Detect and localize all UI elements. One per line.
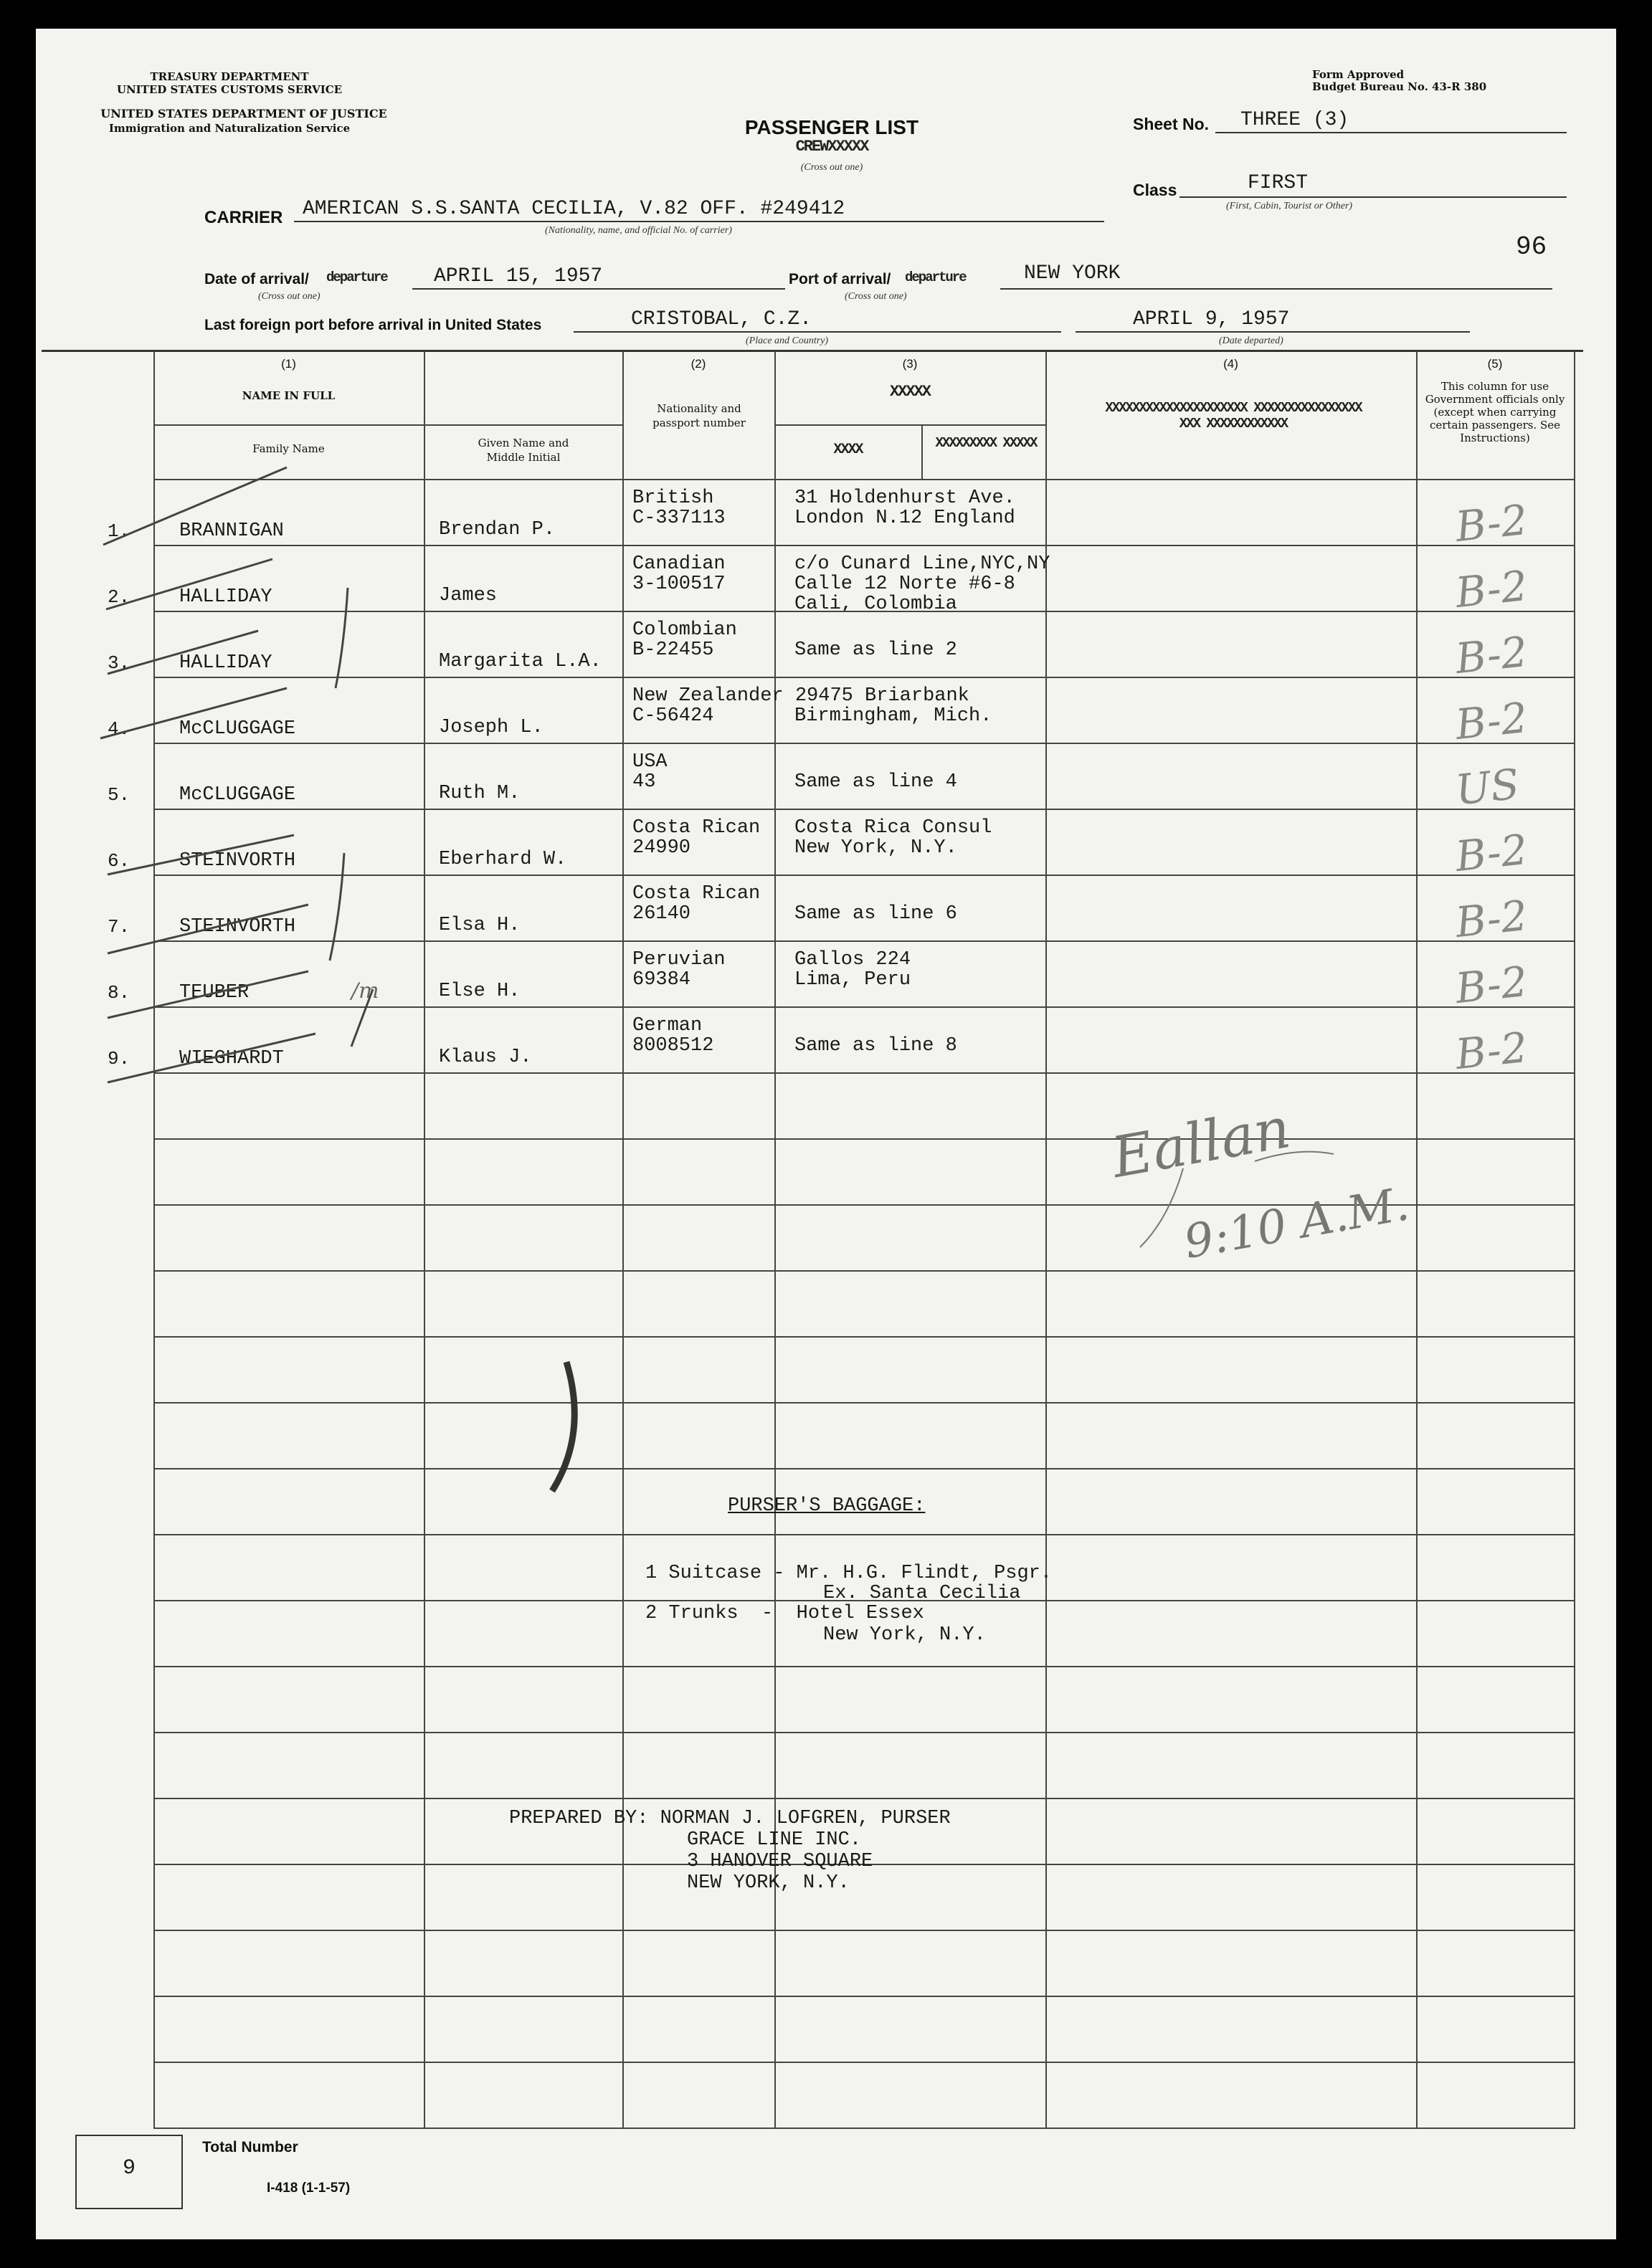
nationality: Peruvian — [632, 949, 726, 971]
nationality: British — [632, 487, 714, 509]
nationality: Costa Rican — [632, 817, 761, 839]
given-name: Eberhard W. — [439, 849, 567, 870]
port-crossed: departure — [905, 270, 966, 285]
address-line-2: London N.12 England — [794, 508, 1015, 529]
official-mark: B-2 — [1453, 956, 1530, 1014]
page-title: PASSENGER LIST — [744, 116, 919, 138]
prepared-line-3: 3 HANOVER SQUARE — [687, 1851, 873, 1872]
port-value: NEW YORK — [1024, 262, 1121, 285]
address-line-2: Same as line 4 — [794, 771, 957, 793]
passport-number: 24990 — [632, 837, 691, 859]
family-name: HALLIDAY — [179, 652, 272, 674]
port-label: Port of arrival/ — [789, 271, 891, 287]
customs-service: UNITED STATES CUSTOMS SERVICE — [116, 83, 343, 96]
address-line-3: Cali, Colombia — [794, 594, 957, 615]
crossed-word: CREWXXXXX — [795, 138, 868, 156]
nationality: New Zealander 29475 Briarbank — [632, 685, 969, 707]
nationality: Colombian — [632, 619, 737, 641]
justice-dept: UNITED STATES DEPARTMENT OF JUSTICE — [100, 107, 387, 120]
row-number: 1. — [108, 520, 130, 542]
prepared-line-1: PREPARED BY: NORMAN J. LOFGREN, PURSER — [509, 1808, 951, 1829]
address-line-2: New York, N.Y. — [794, 837, 957, 859]
row-number: 2. — [108, 586, 130, 608]
form-number: I-418 (1-1-57) — [267, 2181, 351, 2196]
handwritten-note-1: Eallan — [1107, 1095, 1295, 1191]
given-name-header: Given Name and Middle Initial — [478, 437, 569, 464]
sheet-label: Sheet No. — [1133, 115, 1210, 133]
official-mark: B-2 — [1453, 495, 1530, 552]
treasury-dept: TREASURY DEPARTMENT — [150, 70, 309, 83]
col3b-crossed: XXXXXXXXX XXXXX — [935, 435, 1037, 451]
official-mark: B-2 — [1453, 561, 1530, 618]
last-port-label: Last foreign port before arrival in United States — [204, 317, 542, 333]
passport-number: 43 — [632, 771, 656, 793]
official-mark: B-2 — [1453, 890, 1530, 948]
address-line-1: Costa Rica Consul — [794, 817, 992, 839]
budget-bureau: Budget Bureau No. 43-R 380 — [1312, 80, 1487, 93]
col4-crossed: XXXXXXXXXXXXXXXXXXXXX XXXXXXXXXXXXXXXXXXX XXXXXXXXXXXX — [1105, 400, 1362, 432]
passport-number: C-56424 — [632, 705, 714, 727]
carrier-value: AMERICAN S.S.SANTA CECILIA, V.82 OFF. #249412 — [303, 198, 845, 220]
place-hint: (Place and Country) — [746, 335, 829, 346]
col1-number: (1) — [281, 357, 296, 371]
cross-out-hint: (Cross out one) — [800, 162, 863, 173]
passport-number: B-22455 — [632, 639, 714, 661]
given-name: James — [439, 585, 498, 606]
arrival-value: APRIL 15, 1957 — [434, 265, 603, 287]
family-name: HALLIDAY — [179, 586, 272, 608]
date-departed-value: APRIL 9, 1957 — [1133, 308, 1290, 330]
address-line-2: Calle 12 Norte #6-8 — [794, 573, 1015, 595]
row-number: 7. — [108, 916, 130, 938]
passenger-list-form — [36, 29, 1616, 2239]
col2-number: (2) — [690, 357, 706, 371]
date-departed-hint: (Date departed) — [1219, 335, 1283, 346]
given-name: Brendan P. — [439, 519, 556, 540]
family-name: TEUBER — [179, 982, 250, 1004]
arrival-cross-hint: (Cross out one) — [258, 291, 321, 302]
row-number: 8. — [108, 982, 130, 1004]
address-line-2: Same as line 6 — [794, 903, 957, 925]
class-hint: (First, Cabin, Tourist or Other) — [1226, 201, 1353, 211]
row-number: 4. — [108, 718, 130, 740]
prepared-line-4: NEW YORK, N.Y. — [687, 1872, 850, 1894]
nationality: German — [632, 1015, 703, 1037]
given-name: Else H. — [439, 981, 521, 1002]
ins-service: Immigration and Naturalization Service — [108, 122, 351, 135]
row-number: 3. — [108, 652, 130, 674]
address-line-2: Same as line 2 — [794, 639, 957, 661]
official-mark: B-2 — [1453, 1022, 1530, 1080]
col4-number: (4) — [1223, 357, 1238, 371]
address-line-2: Same as line 8 — [794, 1035, 957, 1057]
pen-strokes — [36, 29, 1616, 2239]
total-number-value: 9 — [122, 2156, 136, 2181]
col3a-crossed: XXXX — [833, 442, 863, 458]
address-line-2: Lima, Peru — [794, 969, 911, 991]
nationality: Canadian — [632, 553, 726, 575]
row-number: 9. — [108, 1048, 130, 1069]
family-name: STEINVORTH — [179, 850, 296, 872]
page-number: 96 — [1516, 232, 1547, 262]
col2-title: Nationality and passport number — [652, 402, 746, 429]
arrival-label: Date of arrival/ — [204, 271, 309, 287]
total-number-label: Total Number — [202, 2139, 298, 2155]
passport-number: 69384 — [632, 969, 691, 991]
baggage-line-4: New York, N.Y. — [823, 1624, 986, 1646]
baggage-line-2: Ex. Santa Cecilia — [823, 1583, 1021, 1604]
passport-number: 8008512 — [632, 1035, 714, 1057]
family-name: WIEGHARDT — [179, 1048, 284, 1069]
nationality: Costa Rican — [632, 883, 761, 905]
row-number: 6. — [108, 850, 130, 872]
arrival-crossed: departure — [326, 270, 387, 285]
given-name: Klaus J. — [439, 1047, 532, 1068]
family-name-header: Family Name — [252, 442, 325, 455]
official-mark: US — [1453, 759, 1522, 815]
passport-number: 26140 — [632, 903, 691, 925]
form-approved: Form Approved — [1312, 68, 1405, 81]
row-number: 5. — [108, 784, 130, 806]
baggage-line-3: 2 Trunks - Hotel Essex — [645, 1603, 924, 1624]
col5-note: This column for use Government officials only (except when carrying certain passengers. See Instructions) — [1425, 380, 1565, 444]
official-mark: B-2 — [1453, 626, 1530, 684]
class-label: Class — [1133, 181, 1177, 199]
official-mark: B-2 — [1453, 824, 1530, 882]
class-value: FIRST — [1248, 172, 1309, 194]
handwritten-note-2: 9:10 A.M. — [1179, 1178, 1413, 1269]
carrier-label: CARRIER — [204, 208, 283, 227]
last-port-value: CRISTOBAL, C.Z. — [631, 308, 812, 330]
baggage-line-1: 1 Suitcase - Mr. H.G. Flindt, Psgr. — [645, 1563, 1053, 1584]
sheet-value: THREE (3) — [1240, 109, 1349, 131]
passport-number: C-337113 — [632, 508, 726, 529]
col3-crossed: XXXXX — [889, 383, 930, 401]
nationality: USA — [632, 751, 668, 773]
col5-number: (5) — [1487, 357, 1503, 371]
address-line-1: 31 Holdenhurst Ave. — [794, 487, 1015, 509]
carrier-hint: (Nationality, name, and official No. of carrier) — [545, 225, 732, 236]
prepared-line-2: GRACE LINE INC. — [687, 1829, 862, 1851]
baggage-title: PURSER'S BAGGAGE: — [728, 1495, 926, 1517]
given-name: Joseph L. — [439, 717, 543, 738]
col1-title: NAME IN FULL — [242, 389, 336, 402]
col3-number: (3) — [902, 357, 918, 371]
family-name: McCLUGGAGE — [179, 718, 296, 740]
given-name: Margarita L.A. — [439, 651, 602, 672]
given-name: Elsa H. — [439, 915, 521, 936]
address-line-2: Birmingham, Mich. — [794, 705, 992, 727]
given-name: Ruth M. — [439, 783, 521, 804]
family-name: BRANNIGAN — [179, 520, 284, 542]
address-line-1: c/o Cunard Line,NYC,NY — [794, 553, 1050, 575]
handwritten-initials: /m — [351, 978, 379, 1004]
passport-number: 3-100517 — [632, 573, 726, 595]
family-name: McCLUGGAGE — [179, 784, 296, 806]
official-mark: B-2 — [1453, 692, 1530, 750]
family-name: STEINVORTH — [179, 916, 296, 938]
address-line-1: Gallos 224 — [794, 949, 911, 971]
port-cross-hint: (Cross out one) — [845, 291, 907, 302]
